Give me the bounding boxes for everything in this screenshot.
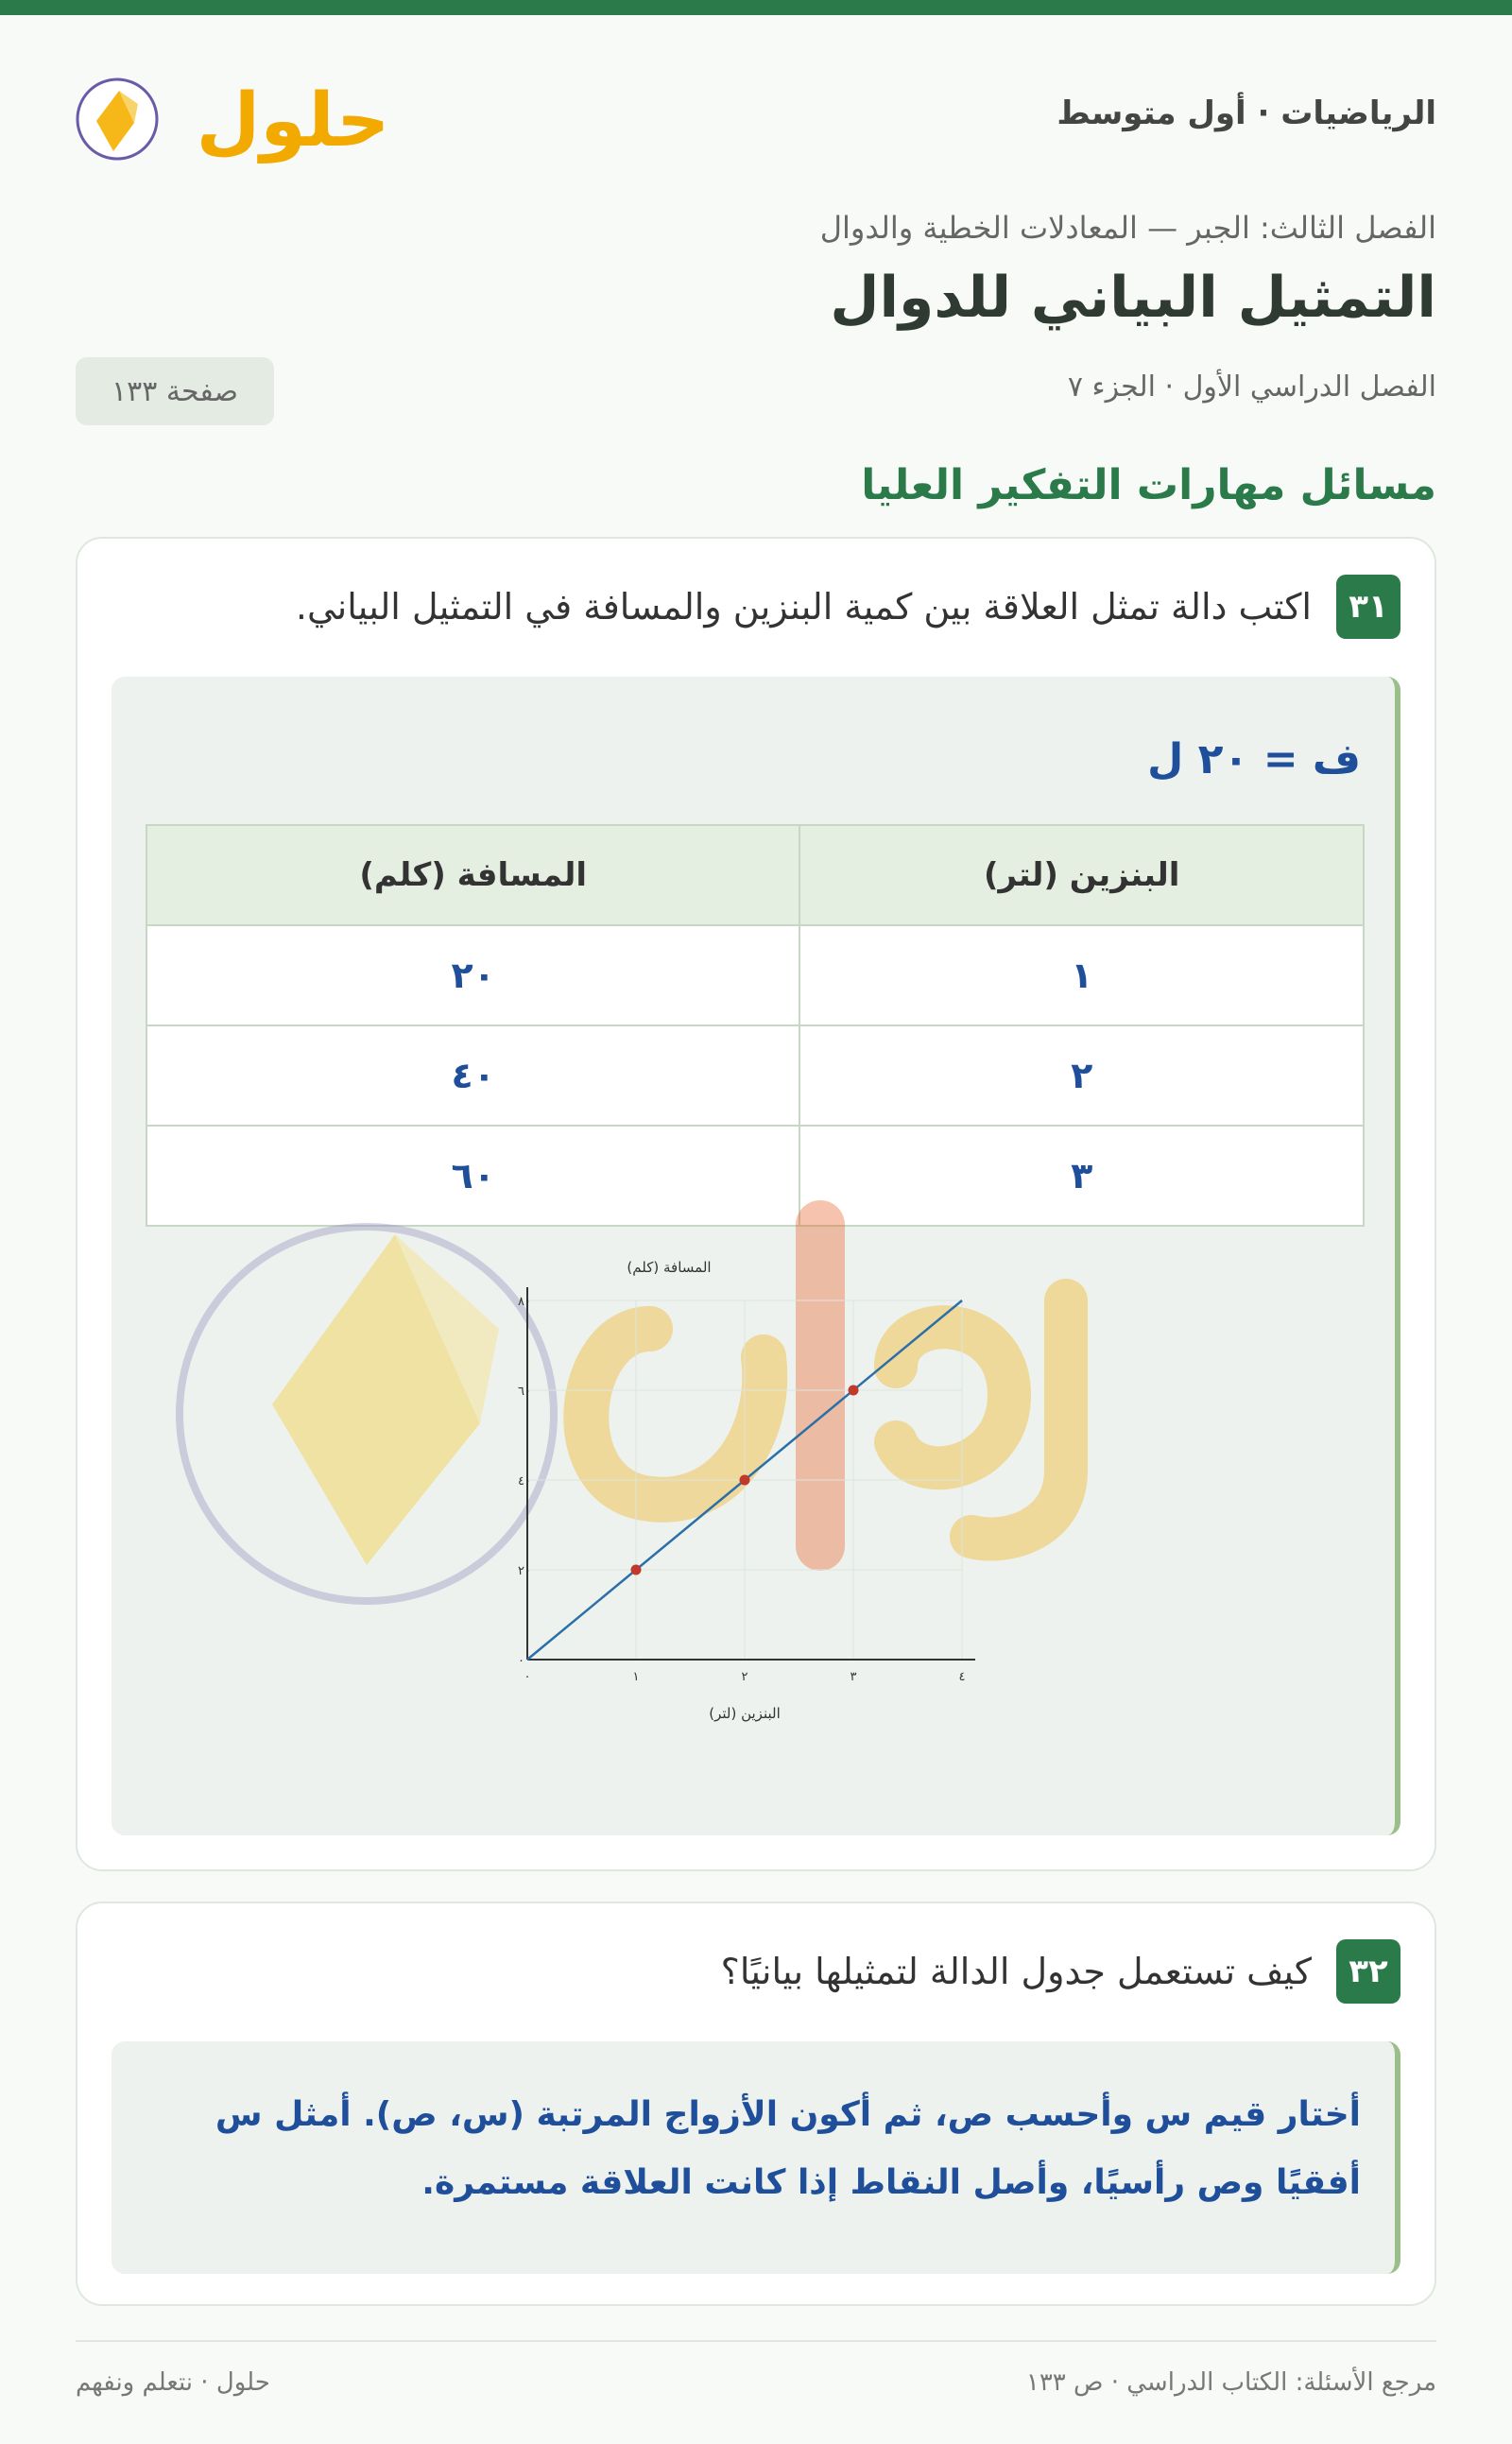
footer-tagline: حلول · نتعلم ونفهم	[76, 2368, 270, 2397]
table-cell: ٦٠	[146, 1126, 799, 1226]
table-row	[146, 925, 1364, 1025]
answer-formula: ف = ٢٠ ل	[1147, 735, 1361, 783]
top-accent-bar	[0, 0, 1512, 15]
data-point	[849, 1386, 859, 1396]
y-tick-label: ٨٠	[518, 1295, 531, 1309]
table-cell: ٢٠	[146, 925, 799, 1025]
x-tick-label: ٢	[741, 1670, 748, 1684]
table-row	[146, 1025, 1364, 1126]
answer-box-31	[112, 677, 1400, 1835]
data-point	[740, 1475, 750, 1486]
table-header-row	[146, 825, 1364, 925]
section-title: مسائل مهارات التفكير العليا	[861, 461, 1436, 509]
question-row-31	[296, 575, 1400, 639]
page-number-badge: صفحة ١٣٣	[76, 357, 274, 425]
question-text-31: اكتب دالة تمثل العلاقة بين كمية البنزين والمسافة في التمثيل البياني.	[295, 586, 1312, 628]
term-meta: الفصل الدراسي الأول · الجزء ٧	[1067, 370, 1436, 404]
y-tick-label: ٠	[518, 1654, 524, 1668]
data-point	[631, 1565, 642, 1575]
table-cell: ١	[799, 925, 1364, 1025]
table-cell: ٢	[799, 1025, 1364, 1126]
distance-fuel-chart	[471, 1244, 1019, 1735]
subject-label: الرياضيات · أول متوسط	[1057, 95, 1436, 132]
answer-box-32	[112, 2041, 1400, 2274]
question-row-32	[721, 1939, 1400, 2004]
question-card-32	[76, 1902, 1436, 2306]
logo-wordmark: حلول	[196, 78, 390, 164]
header	[76, 66, 1436, 170]
x-tick-label: ١	[632, 1670, 640, 1684]
y-axis-label: المسافة (كلم)	[627, 1259, 712, 1276]
x-tick-label: ٠	[524, 1670, 531, 1684]
question-number-32: ٣٢	[1336, 1939, 1400, 2004]
answer-text-32: أختار قيم س وأحسب ص، ثم أكون الأزواج المرتبة (س، ص). أمثل س أفقيًا وص رأسيًا، وأصل النقاط إذا كانت العلاقة مستمرة.	[215, 2095, 1361, 2202]
page-title: التمثيل البياني للدوال	[830, 265, 1436, 331]
table-header: البنزين (لتر)	[799, 825, 1364, 925]
hulool-logo	[76, 66, 390, 170]
x-tick-label: ٣	[850, 1670, 857, 1684]
function-table	[146, 824, 1365, 1227]
x-tick-label: ٤	[958, 1670, 966, 1684]
footer-reference: مرجع الأسئلة: الكتاب الدراسي · ص ١٣٣	[1025, 2368, 1436, 2397]
table-cell: ٣	[799, 1126, 1364, 1226]
table-row	[146, 1126, 1364, 1226]
y-tick-label: ٤٠	[518, 1474, 531, 1489]
footer-divider	[76, 2340, 1436, 2342]
question-number-31: ٣١	[1336, 575, 1400, 639]
y-tick-label: ٢٠	[518, 1564, 531, 1578]
table-header: المسافة (كلم)	[146, 825, 799, 925]
table-cell: ٤٠	[146, 1025, 799, 1126]
y-tick-label: ٦٠	[518, 1385, 531, 1399]
question-card-31	[76, 537, 1436, 1871]
question-text-32: كيف تستعمل جدول الدالة لتمثيلها بيانيًا؟	[720, 1951, 1312, 1992]
x-axis-label: البنزين (لتر)	[709, 1705, 781, 1722]
chapter-label: الفصل الثالث: الجبر — المعادلات الخطية والدوال	[819, 210, 1436, 246]
